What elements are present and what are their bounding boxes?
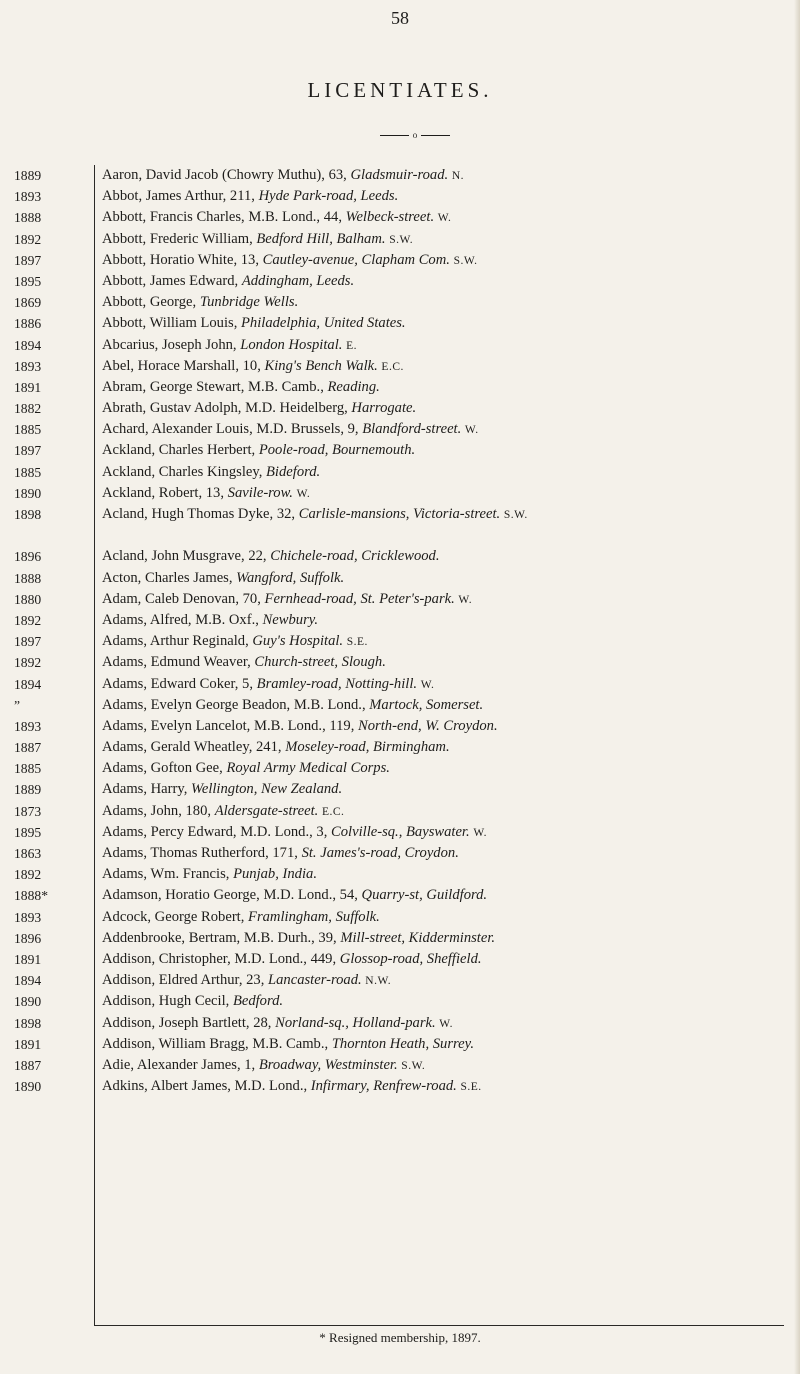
entry-text [86,970,782,992]
list-item [0,207,800,228]
list-item [0,568,800,589]
entry-address: Newbury. [262,611,319,628]
entry-address: Welbeck-street. [345,209,435,226]
entry-address: Glossop-road, Sheffield. [339,950,482,967]
entry-text [86,356,782,378]
entry-district: W. [420,678,435,691]
entry-text [86,229,782,251]
entry-text [86,758,782,779]
entry-text [86,652,782,673]
entry-address: Guy's Hospital. [252,633,344,650]
entry-address: Infirmary, Renfrew-road. [310,1078,457,1095]
entry-year: 1894 [14,337,42,353]
entry-year: 1890 [14,1079,42,1095]
list-item [0,440,800,461]
entry-year: 1886 [14,316,42,332]
list-item [0,779,800,800]
footnote-rule [94,1325,784,1326]
licentiate-list [0,165,800,1097]
entry-name: Acton, Charles James, [102,569,237,586]
entry-name: Adams, Alfred, M.B. Oxf., [102,611,263,628]
entry-text [86,504,782,526]
entry-text [86,335,782,357]
entry-name: Abbott, George, [102,294,200,311]
entry-year: 1892 [14,867,42,883]
entry-name: Abbott, Francis Charles, M.B. Lond., 44, [102,209,346,226]
entry-name: Adam, Caleb Denovan, 70, [102,590,265,607]
list-item [0,801,800,822]
entry-year: 1885 [14,761,42,777]
entry-name: Abbott, William Louis, [102,315,241,332]
entry-text [86,440,782,461]
entry-year: 1882 [14,401,42,417]
entry-name: Aaron, David Jacob (Chowry Muthu), 63, [102,167,351,183]
list-item [0,313,800,334]
entry-year: 1898 [14,1015,42,1031]
entry-year: 1896 [14,930,42,946]
page-number: 58 [391,8,409,28]
entry-year: 1895 [14,824,42,840]
entry-text [86,377,782,398]
entry-year: 1893 [14,358,42,374]
entry-address: Framlingham, Suffolk. [248,908,380,925]
entry-text [86,631,782,653]
entry-name: Abbott, Frederic William, [102,230,257,247]
list-item [0,1034,800,1055]
entry-district: S.W. [503,509,528,521]
entry-text [86,843,782,864]
entry-address: Bramley-road, Notting-hill. [256,675,418,692]
entry-address: King's Bench Walk. [264,357,378,374]
entry-year: 1891 [14,1036,42,1052]
entry-address: Thornton Heath, Surrey. [331,1035,474,1052]
entry-name: Addison, Joseph Bartlett, 28, [102,1014,276,1031]
entry-address: Carlisle-mansions, Victoria-street. [298,506,501,522]
entry-address: Bideford. [266,463,321,480]
entry-name: Adams, Edmund Weaver, [102,654,255,671]
list-item [0,885,800,906]
entry-name: Adams, John, 180, [102,802,215,819]
entry-district: W. [458,593,473,606]
list-item [0,589,800,610]
list-item [0,504,800,546]
entry-text [86,801,782,823]
entry-year: 1890 [14,994,42,1010]
entry-text [86,398,782,419]
entry-address: Tunbridge Wells. [199,294,299,311]
list-item [0,462,800,483]
entry-district: S.E. [346,636,368,649]
entry-district: E.C. [321,805,345,818]
entry-year: 1888 [14,570,42,586]
list-item [0,758,800,779]
entry-text [86,292,782,313]
entry-name: Abbot, James Arthur, 211, [102,188,259,205]
entry-address: Lancaster-road. [268,972,362,989]
entry-text [86,313,782,334]
entry-address: Quarry-st, Guildford. [361,887,488,904]
entry-year: 1894 [14,973,42,989]
list-item [0,949,800,970]
entry-year: 1891 [14,951,42,967]
list-item [0,165,800,186]
list-item [0,928,800,949]
entry-text [86,568,782,589]
entry-name: Adams, Evelyn Lancelot, M.B. Lond., 119, [102,717,359,734]
entry-text [86,907,782,928]
entry-name: Ackland, Charles Kingsley, [102,463,267,480]
list-item [0,1013,800,1034]
entry-text [86,419,782,441]
list-item [0,991,800,1012]
entry-name: Abbott, Horatio White, 13, [102,251,263,268]
entry-address: Wangford, Suffolk. [236,569,345,586]
entry-address: Poole-road, Bournemouth. [258,442,416,459]
entry-district: E.C. [381,360,404,373]
entry-name: Adams, Gofton Gee, [102,760,227,777]
entry-address: Chichele-road, Cricklewood. [270,548,440,565]
list-item [0,377,800,398]
entry-year: 1896 [14,549,42,565]
entry-year: 1891 [14,379,42,395]
list-item [0,483,800,504]
entry-name: Adams, Arthur Reginald, [102,633,253,650]
entry-text [86,885,782,906]
entry-text [86,779,782,800]
entry-district: W. [437,212,452,225]
entry-name: Acland, Hugh Thomas Dyke, 32, [102,506,299,522]
entry-district: S.E. [460,1081,482,1094]
list-item [0,864,800,885]
list-item [0,970,800,991]
entry-address: Church-street, Slough. [254,654,386,671]
entry-name: Adams, Harry, [102,781,192,798]
entry-address: Royal Army Medical Corps. [226,760,390,777]
entry-text [86,1013,782,1035]
entry-text [86,695,782,716]
entry-text [86,674,782,696]
entry-text [86,949,782,970]
entry-year: 1880 [14,591,42,607]
entry-name: Adams, Evelyn George Beadon, M.B. Lond., [102,696,370,713]
entry-text [86,928,782,949]
list-item [0,546,800,567]
entry-district: N. [451,170,464,182]
entry-district: W. [473,826,487,839]
entry-name: Addenbrooke, Bertram, M.B. Durh., 39, [102,929,341,946]
entry-year: 1892 [14,231,42,247]
list-item [0,186,800,207]
entry-address: Reading. [327,378,380,395]
entry-address: Fernhead-road, St. Peter's-park. [264,590,455,607]
entry-text [86,589,782,611]
entry-name: Adams, Edward Coker, 5, [102,675,257,692]
entry-text [86,1034,782,1055]
footnote: * Resigned membership, 1897. [319,1330,481,1345]
entry-year: ” [14,697,21,713]
list-item [0,292,800,313]
entry-year: 1889 [14,782,42,798]
list-item [0,1055,800,1076]
entry-name: Adie, Alexander James, 1, [102,1056,259,1073]
entry-name: Abel, Horace Marshall, 10, [102,357,265,374]
list-item [0,271,800,292]
entry-district: W. [439,1017,453,1030]
entry-year: 1863 [14,846,42,862]
entry-name: Achard, Alexander Louis, M.D. Brussels, 9, [102,421,363,438]
list-item [0,229,800,250]
list-item [0,674,800,695]
entry-year: 1895 [14,273,42,289]
entry-text [86,186,782,207]
entry-year: 1890 [14,485,42,501]
entry-year: 1898 [14,507,42,522]
entry-text [86,1076,782,1098]
entry-address: London Hospital. [240,336,343,353]
list-item [0,822,800,843]
entry-address: Hyde Park-road, Leeds. [258,188,399,205]
entry-year: 1897 [14,252,42,268]
list-item [0,419,800,440]
entry-address: Philadelphia, United States. [241,315,406,332]
entry-year: 1893 [14,718,42,734]
entry-year: 1888 [14,210,42,226]
entry-text [86,165,782,187]
entry-name: Abrath, Gustav Adolph, M.D. Heidelberg, [102,400,352,417]
entry-district: S.W. [389,233,414,246]
entry-text [86,737,782,758]
entry-district: S.W. [401,1059,426,1072]
entry-text [86,462,782,483]
entry-address: Broadway, Westminster. [258,1056,398,1073]
entry-name: Adams, Wm. Francis, [102,866,234,883]
entry-year: 1869 [14,295,42,311]
entry-address: Cautley-avenue, Clapham Com. [262,251,450,268]
entry-text [86,1055,782,1077]
entry-address: Gladsmuir-road. [350,167,449,183]
entry-text [86,822,782,844]
entry-text [86,207,782,229]
entry-year: 1873 [14,803,42,819]
entry-address: Martock, Somerset. [369,696,484,713]
entry-year: 1893 [14,909,42,925]
entry-name: Ackland, Charles Herbert, [102,442,259,459]
entry-name: Adcock, George Robert, [102,908,249,925]
entry-year: 1885 [14,464,42,480]
entry-text [86,250,782,272]
section-heading: LICENTIATES. [307,78,493,102]
entry-year: 1897 [14,443,42,459]
entry-name: Abram, George Stewart, M.B. Camb., [102,378,328,395]
entry-address: Harrogate. [351,400,417,417]
entry-address: Moseley-road, Birmingham. [285,739,450,756]
list-item [0,716,800,737]
entry-name: Addison, William Bragg, M.B. Camb., [102,1035,332,1052]
entry-address: Savile-row. [227,484,293,501]
entry-district: S.W. [453,254,478,267]
list-item [0,610,800,631]
entry-year: 1889 [14,168,42,183]
entry-name: Adamson, Horatio George, M.D. Lond., 54, [102,887,362,904]
entry-text [86,271,782,292]
entry-district: W. [464,424,479,437]
entry-year: 1892 [14,612,42,628]
entry-name: Addison, Christopher, M.D. Lond., 449, [102,950,340,967]
list-item [0,737,800,758]
entry-address: Colville-sq., Bayswater. [331,823,470,840]
list-item [0,250,800,271]
entry-text [86,991,782,1012]
entry-name: Adkins, Albert James, M.D. Lond., [102,1078,311,1095]
entry-address: Mill-street, Kidderminster. [340,929,496,946]
entry-address: Bedford Hill, Balham. [256,230,386,247]
entry-text [86,483,782,505]
entry-text [86,716,782,737]
entry-address: Blandford-street. [362,421,462,438]
entry-address: Punjab, India. [233,866,317,883]
entry-name: Adams, Percy Edward, M.D. Lond., 3, [102,823,332,840]
list-item [0,695,800,716]
entry-year: 1894 [14,676,42,692]
list-item [0,356,800,377]
page-edge [794,0,800,1374]
list-item [0,907,800,928]
entry-address: Addingham, Leeds. [241,272,355,289]
entry-year: 1893 [14,189,42,205]
list-item [0,652,800,673]
entry-district: N.W. [365,975,392,988]
entry-name: Adams, Gerald Wheatley, 241, [102,739,286,756]
list-item [0,631,800,652]
list-item [0,1076,800,1097]
list-item [0,335,800,356]
entry-year: 1888* [14,888,48,904]
entry-name: Adams, Thomas Rutherford, 171, [102,845,302,862]
entry-text [86,546,782,567]
entry-address: Bedford. [232,993,284,1010]
entry-name: Acland, John Musgrave, 22, [102,548,271,565]
entry-address: St. James's-road, Croydon. [301,845,459,862]
entry-name: Abcarius, Joseph John, [102,336,241,353]
entry-name: Ackland, Robert, 13, [102,484,228,501]
entry-name: Abbott, James Edward, [102,272,242,289]
entry-year: 1887 [14,740,42,756]
entry-year: 1885 [14,422,42,438]
entry-district: E. [346,339,357,352]
list-item [0,843,800,864]
list-item [0,398,800,419]
entry-address: Norland-sq., Holland-park. [275,1014,436,1031]
entry-year: 1897 [14,634,42,650]
heading-ornament: o [380,129,450,141]
entry-name: Addison, Hugh Cecil, [102,993,233,1010]
entry-year: 1887 [14,1057,42,1073]
entry-name: Addison, Eldred Arthur, 23, [102,972,269,989]
entry-text [86,864,782,885]
entry-address: North-end, W. Croydon. [358,717,498,734]
entry-year: 1892 [14,655,42,671]
entry-text [86,610,782,631]
entry-district: W. [296,487,311,500]
entry-address: Aldersgate-street. [214,802,319,819]
entry-address: Wellington, New Zealand. [191,781,343,798]
